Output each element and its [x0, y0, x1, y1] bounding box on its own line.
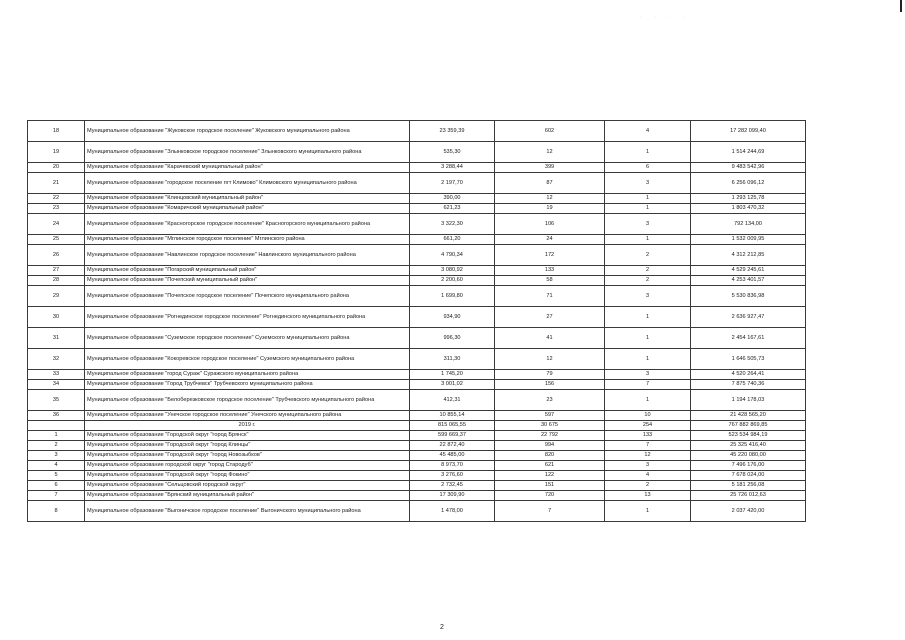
residents-cell: 12 — [495, 194, 605, 204]
area-cell: 4 790,34 — [410, 245, 495, 266]
area-cell: 1 699,80 — [410, 286, 495, 307]
municipality-name-cell: Муниципальное образование "Сельцовский городской округ" — [85, 481, 410, 491]
amount-cell: 1 194 178,03 — [691, 390, 806, 411]
amount-cell: 1 532 009,95 — [691, 235, 806, 245]
municipality-name-cell: Муниципальное образование "Навлинское городское поселение" Навлинского муниципального района — [85, 245, 410, 266]
area-cell: 412,31 — [410, 390, 495, 411]
table-row — [28, 451, 806, 461]
houses-cell: 13 — [605, 491, 691, 501]
residents-cell: 133 — [495, 266, 605, 276]
amount-cell: 7 678 024,00 — [691, 471, 806, 481]
table-row — [28, 266, 806, 276]
residents-cell: 151 — [495, 481, 605, 491]
amount-cell: 2 454 167,61 — [691, 328, 806, 349]
area-cell: 599 669,37 — [410, 431, 495, 441]
table-row — [28, 307, 806, 328]
municipality-name-cell: Муниципальное образование "городское поселение пгт Климово" Климовского муниципального района — [85, 173, 410, 194]
row-number-cell: 34 — [28, 380, 85, 390]
table-row — [28, 204, 806, 214]
residents-cell: 172 — [495, 245, 605, 266]
table-row — [28, 276, 806, 286]
table-row — [28, 328, 806, 349]
table-row — [28, 491, 806, 501]
amount-cell: 21 428 565,20 — [691, 411, 806, 421]
residents-cell: 994 — [495, 441, 605, 451]
municipality-name-cell: Муниципальное образование "Почепский муниципальный район" — [85, 276, 410, 286]
amount-cell: 5 530 836,98 — [691, 286, 806, 307]
row-number-cell: 22 — [28, 194, 85, 204]
row-number-cell: 3 — [28, 451, 85, 461]
area-cell: 22 872,40 — [410, 441, 495, 451]
houses-cell: 1 — [605, 501, 691, 522]
municipality-name-cell: Муниципальное образование "Карачевский муниципальный район" — [85, 163, 410, 173]
municipality-name-cell: Муниципальное образование "Почепское городское поселение" Почепского муниципального района — [85, 286, 410, 307]
residents-cell: 27 — [495, 307, 605, 328]
amount-cell: 523 534 984,19 — [691, 431, 806, 441]
amount-cell: 45 220 080,00 — [691, 451, 806, 461]
houses-cell: 3 — [605, 461, 691, 471]
document-sheet — [27, 120, 805, 522]
municipality-name-cell: Муниципальное образование "Унечское городское поселение" Унечского муниципального района — [85, 411, 410, 421]
houses-cell: 254 — [605, 421, 691, 431]
area-cell: 535,30 — [410, 142, 495, 163]
amount-cell: 4 529 245,61 — [691, 266, 806, 276]
table-row — [28, 142, 806, 163]
resettlement-table — [27, 120, 806, 522]
municipality-name-cell: Муниципальное образование "Брянский муниципальный район" — [85, 491, 410, 501]
houses-cell: 7 — [605, 380, 691, 390]
amount-cell: 1 803 470,32 — [691, 204, 806, 214]
table-row — [28, 441, 806, 451]
row-number-cell: 4 — [28, 461, 85, 471]
municipality-name-cell: Муниципальное образование "Мглинское городское поселение" Мглинского района — [85, 235, 410, 245]
amount-cell: 6 256 096,12 — [691, 173, 806, 194]
amount-cell: 17 282 099,40 — [691, 121, 806, 142]
area-cell: 8 973,70 — [410, 461, 495, 471]
area-cell: 311,30 — [410, 349, 495, 370]
amount-cell: 25 726 012,63 — [691, 491, 806, 501]
row-number-cell — [28, 421, 85, 431]
municipality-name-cell: Муниципальное образование "Рогнединское городское поселение" Рогнединского муниципального района — [85, 307, 410, 328]
table-row — [28, 173, 806, 194]
municipality-name-cell: Муниципальное образование городской округ "город Стародуб" — [85, 461, 410, 471]
area-cell: 10 855,14 — [410, 411, 495, 421]
houses-cell: 1 — [605, 349, 691, 370]
area-cell: 23 359,39 — [410, 121, 495, 142]
row-number-cell: 26 — [28, 245, 85, 266]
area-cell: 815 065,55 — [410, 421, 495, 431]
amount-cell: 1 514 244,69 — [691, 142, 806, 163]
amount-cell: 1 293 125,78 — [691, 194, 806, 204]
houses-cell: 3 — [605, 286, 691, 307]
table-row — [28, 481, 806, 491]
row-number-cell: 18 — [28, 121, 85, 142]
residents-cell: 399 — [495, 163, 605, 173]
houses-cell: 10 — [605, 411, 691, 421]
residents-cell: 71 — [495, 286, 605, 307]
houses-cell: 1 — [605, 307, 691, 328]
amount-cell: 5 181 256,08 — [691, 481, 806, 491]
area-cell: 2 200,60 — [410, 276, 495, 286]
municipality-name-cell: Муниципальное образование "Погарский муниципальный район" — [85, 266, 410, 276]
houses-cell: 2 — [605, 245, 691, 266]
row-number-cell: 23 — [28, 204, 85, 214]
municipality-name-cell: Муниципальное образование "Выгоничское городское поселение" Выгоничского муниципального района — [85, 501, 410, 522]
houses-cell: 3 — [605, 370, 691, 380]
municipality-name-cell: Муниципальное образование "город Сураж" Суражского муниципального района — [85, 370, 410, 380]
page-number: 2 — [440, 624, 444, 631]
residents-cell: 12 — [495, 142, 605, 163]
area-cell: 390,00 — [410, 194, 495, 204]
area-cell: 621,23 — [410, 204, 495, 214]
table-row — [28, 431, 806, 441]
row-number-cell: 21 — [28, 173, 85, 194]
municipality-name-cell: Муниципальное образование "Городской округ "город Клинцы" — [85, 441, 410, 451]
amount-cell: 4 312 212,85 — [691, 245, 806, 266]
houses-cell: 3 — [605, 173, 691, 194]
amount-cell: 2 037 420,00 — [691, 501, 806, 522]
area-cell: 3 276,60 — [410, 471, 495, 481]
area-cell: 17 309,90 — [410, 491, 495, 501]
area-cell: 996,30 — [410, 328, 495, 349]
houses-cell: 2 — [605, 276, 691, 286]
municipality-name-cell: Муниципальное образование "Городской округ "город Новозыбков" — [85, 451, 410, 461]
residents-cell: 597 — [495, 411, 605, 421]
residents-cell: 22 792 — [495, 431, 605, 441]
area-cell: 661,20 — [410, 235, 495, 245]
table-row — [28, 380, 806, 390]
residents-cell: 7 — [495, 501, 605, 522]
area-cell: 3 001,02 — [410, 380, 495, 390]
municipality-name-cell: Муниципальное образование "Красногорское городское поселение" Красногорского муниципального района — [85, 214, 410, 235]
area-cell: 1 745,20 — [410, 370, 495, 380]
table-row — [28, 245, 806, 266]
table-row — [28, 121, 806, 142]
row-number-cell: 36 — [28, 411, 85, 421]
table-body — [28, 121, 806, 522]
table-row — [28, 471, 806, 481]
residents-cell: 87 — [495, 173, 605, 194]
table-row — [28, 163, 806, 173]
houses-cell: 4 — [605, 471, 691, 481]
municipality-name-cell: Муниципальное образование "Городской округ "город Брянск" — [85, 431, 410, 441]
houses-cell: 133 — [605, 431, 691, 441]
table-row — [28, 349, 806, 370]
houses-cell: 1 — [605, 390, 691, 411]
row-number-cell: 8 — [28, 501, 85, 522]
residents-cell: 621 — [495, 461, 605, 471]
row-number-cell: 28 — [28, 276, 85, 286]
houses-cell: 1 — [605, 235, 691, 245]
edge-mark — [900, 0, 902, 12]
row-number-cell: 33 — [28, 370, 85, 380]
amount-cell: 9 483 542,96 — [691, 163, 806, 173]
residents-cell: 58 — [495, 276, 605, 286]
residents-cell: 720 — [495, 491, 605, 501]
table-row — [28, 461, 806, 471]
houses-cell: 1 — [605, 204, 691, 214]
area-cell: 3 322,30 — [410, 214, 495, 235]
summary-label-cell: 2019 г. — [85, 421, 410, 431]
table-row — [28, 390, 806, 411]
area-cell: 2 732,45 — [410, 481, 495, 491]
amount-cell: 2 636 927,47 — [691, 307, 806, 328]
municipality-name-cell: Муниципальное образование "Городской округ "город Фокино" — [85, 471, 410, 481]
residents-cell: 602 — [495, 121, 605, 142]
summary-row — [28, 421, 806, 431]
row-number-cell: 6 — [28, 481, 85, 491]
houses-cell: 7 — [605, 441, 691, 451]
municipality-name-cell: Муниципальное образование "Суземское городское поселение" Суземского муниципального района — [85, 328, 410, 349]
residents-cell: 30 675 — [495, 421, 605, 431]
houses-cell: 1 — [605, 194, 691, 204]
houses-cell: 2 — [605, 266, 691, 276]
amount-cell: 4 253 401,57 — [691, 276, 806, 286]
row-number-cell: 27 — [28, 266, 85, 276]
table-row — [28, 411, 806, 421]
amount-cell: 7 496 176,00 — [691, 461, 806, 471]
municipality-name-cell: Муниципальное образование "Белоберезковское городское поселение" Трубчевского муниципального района — [85, 390, 410, 411]
residents-cell: 156 — [495, 380, 605, 390]
residents-cell: 19 — [495, 204, 605, 214]
houses-cell: 3 — [605, 214, 691, 235]
table-row — [28, 235, 806, 245]
table-row — [28, 501, 806, 522]
houses-cell: 1 — [605, 328, 691, 349]
amount-cell: 1 646 505,73 — [691, 349, 806, 370]
row-number-cell: 31 — [28, 328, 85, 349]
row-number-cell: 5 — [28, 471, 85, 481]
amount-cell: 767 882 869,85 — [691, 421, 806, 431]
row-number-cell: 35 — [28, 390, 85, 411]
residents-cell: 820 — [495, 451, 605, 461]
row-number-cell: 30 — [28, 307, 85, 328]
houses-cell: 1 — [605, 142, 691, 163]
table-row — [28, 286, 806, 307]
table-row — [28, 214, 806, 235]
area-cell: 934,90 — [410, 307, 495, 328]
residents-cell: 106 — [495, 214, 605, 235]
amount-cell: 4 520 264,41 — [691, 370, 806, 380]
municipality-name-cell: Муниципальное образование "Кокоревское городское поселение" Суземского муниципального района — [85, 349, 410, 370]
area-cell: 45 485,00 — [410, 451, 495, 461]
municipality-name-cell: Муниципальное образование "Жуковское городское поселение" Жуковского муниципального района — [85, 121, 410, 142]
residents-cell: 24 — [495, 235, 605, 245]
row-number-cell: 1 — [28, 431, 85, 441]
row-number-cell: 2 — [28, 441, 85, 451]
residents-cell: 41 — [495, 328, 605, 349]
municipality-name-cell: Муниципальное образование "Злынковское городское поселение" Злынковского муниципального района — [85, 142, 410, 163]
row-number-cell: 25 — [28, 235, 85, 245]
area-cell: 3 288,44 — [410, 163, 495, 173]
area-cell: 3 080,92 — [410, 266, 495, 276]
amount-cell: 7 875 740,36 — [691, 380, 806, 390]
table-row — [28, 194, 806, 204]
residents-cell: 12 — [495, 349, 605, 370]
residents-cell: 122 — [495, 471, 605, 481]
houses-cell: 6 — [605, 163, 691, 173]
residents-cell: 23 — [495, 390, 605, 411]
table-row — [28, 370, 806, 380]
amount-cell: 792 134,00 — [691, 214, 806, 235]
scan-specks: · · · · — [640, 14, 691, 19]
municipality-name-cell: Муниципальное образование "Город Трубчевск" Трубчевского муниципального района — [85, 380, 410, 390]
row-number-cell: 24 — [28, 214, 85, 235]
municipality-name-cell: Муниципальное образование "Комаричский муниципальный район" — [85, 204, 410, 214]
houses-cell: 4 — [605, 121, 691, 142]
residents-cell: 79 — [495, 370, 605, 380]
row-number-cell: 7 — [28, 491, 85, 501]
row-number-cell: 20 — [28, 163, 85, 173]
area-cell: 1 478,00 — [410, 501, 495, 522]
houses-cell: 12 — [605, 451, 691, 461]
amount-cell: 25 325 416,40 — [691, 441, 806, 451]
municipality-name-cell: Муниципальное образование "Клинцовский муниципальный район" — [85, 194, 410, 204]
row-number-cell: 29 — [28, 286, 85, 307]
row-number-cell: 32 — [28, 349, 85, 370]
houses-cell: 2 — [605, 481, 691, 491]
row-number-cell: 19 — [28, 142, 85, 163]
area-cell: 2 197,70 — [410, 173, 495, 194]
